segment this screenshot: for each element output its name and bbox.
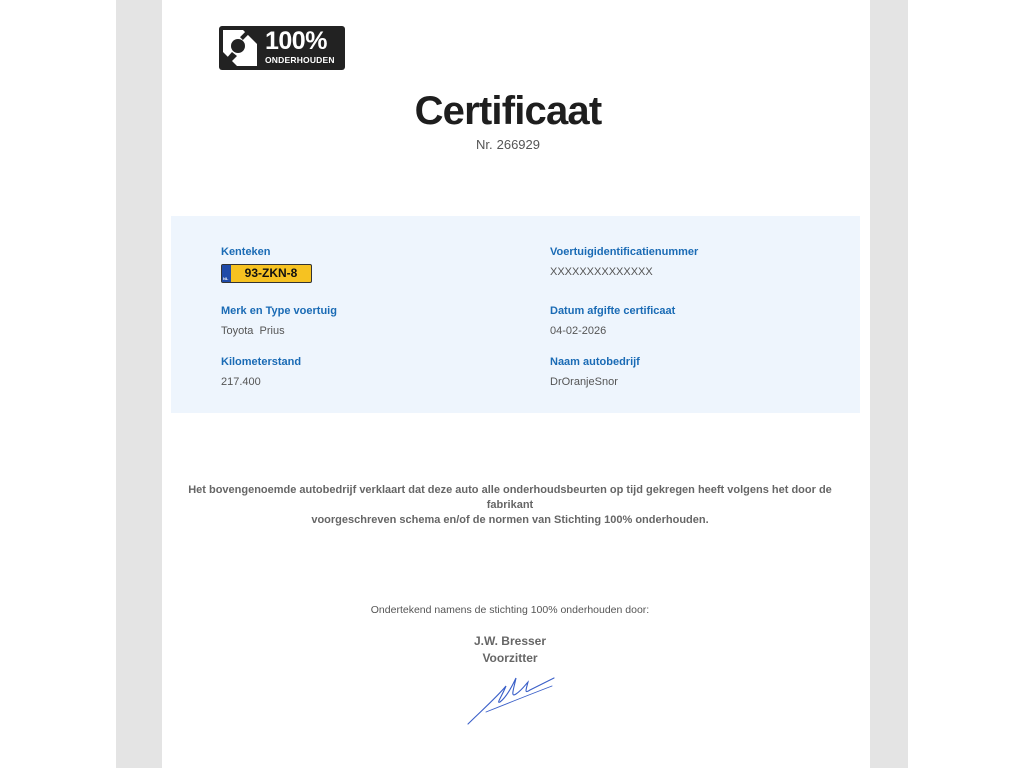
kilometerstand-label: Kilometerstand [221,356,302,368]
datum-afgifte-value: 04-02-2026 [550,325,607,337]
kilometerstand-value: 217.400 [221,376,261,388]
license-plate [221,264,312,283]
signature-intro: Ondertekend namens de stichting 100% onderhouden door: [370,604,650,616]
vin-label: Voertuigidentificatienummer [550,246,699,258]
certificate-number [162,137,854,152]
merk-type-value: Toyota Prius [221,325,285,337]
signer-name: J.W. Bresser [473,634,547,648]
field-autobedrijf [550,356,640,388]
autobedrijf-label: Naam autobedrijf [550,356,640,368]
field-kenteken [221,246,271,258]
autobedrijf-value: DrOranjeSnor [550,376,618,388]
logo-text-100-percent: 100% [265,27,327,55]
field-datum-afgifte [550,305,675,337]
certification-statement [182,483,838,528]
field-vin [550,246,698,278]
eu-flag-icon [222,265,231,282]
logo-100-onderhouden [219,26,345,70]
signer-role: Voorzitter [482,651,538,665]
handwritten-signature [466,672,556,728]
plate-country-code: NL [223,276,229,281]
certificate-number-value: 266929 [496,137,540,152]
field-kilometerstand [221,356,301,388]
page-title: Certificaat [414,89,602,133]
vin-value: XXXXXXXXXXXXXX [550,266,653,278]
datum-afgifte-label: Datum afgifte certificaat [550,305,676,317]
statement-line-1: Het bovengenoemde autobedrijf verklaart dat deze auto alle onderhoudsbeurten op tijd gekregen heeft volgens het door de fabrikant [188,484,832,511]
field-merk-type [221,305,337,337]
wrench-logo-icon [219,26,261,70]
kenteken-label: Kenteken [221,246,271,258]
merk-type-label: Merk en Type voertuig [221,305,337,317]
certificate-page [162,0,870,768]
certificate-number-prefix: Nr. [475,137,493,152]
logo-text-onderhouden: ONDERHOUDEN [265,55,335,65]
statement-line-2: voorgeschreven schema en/of de normen van Stichting 100% onderhouden. [311,514,709,526]
license-plate-number: 93-ZKN-8 [244,266,298,280]
